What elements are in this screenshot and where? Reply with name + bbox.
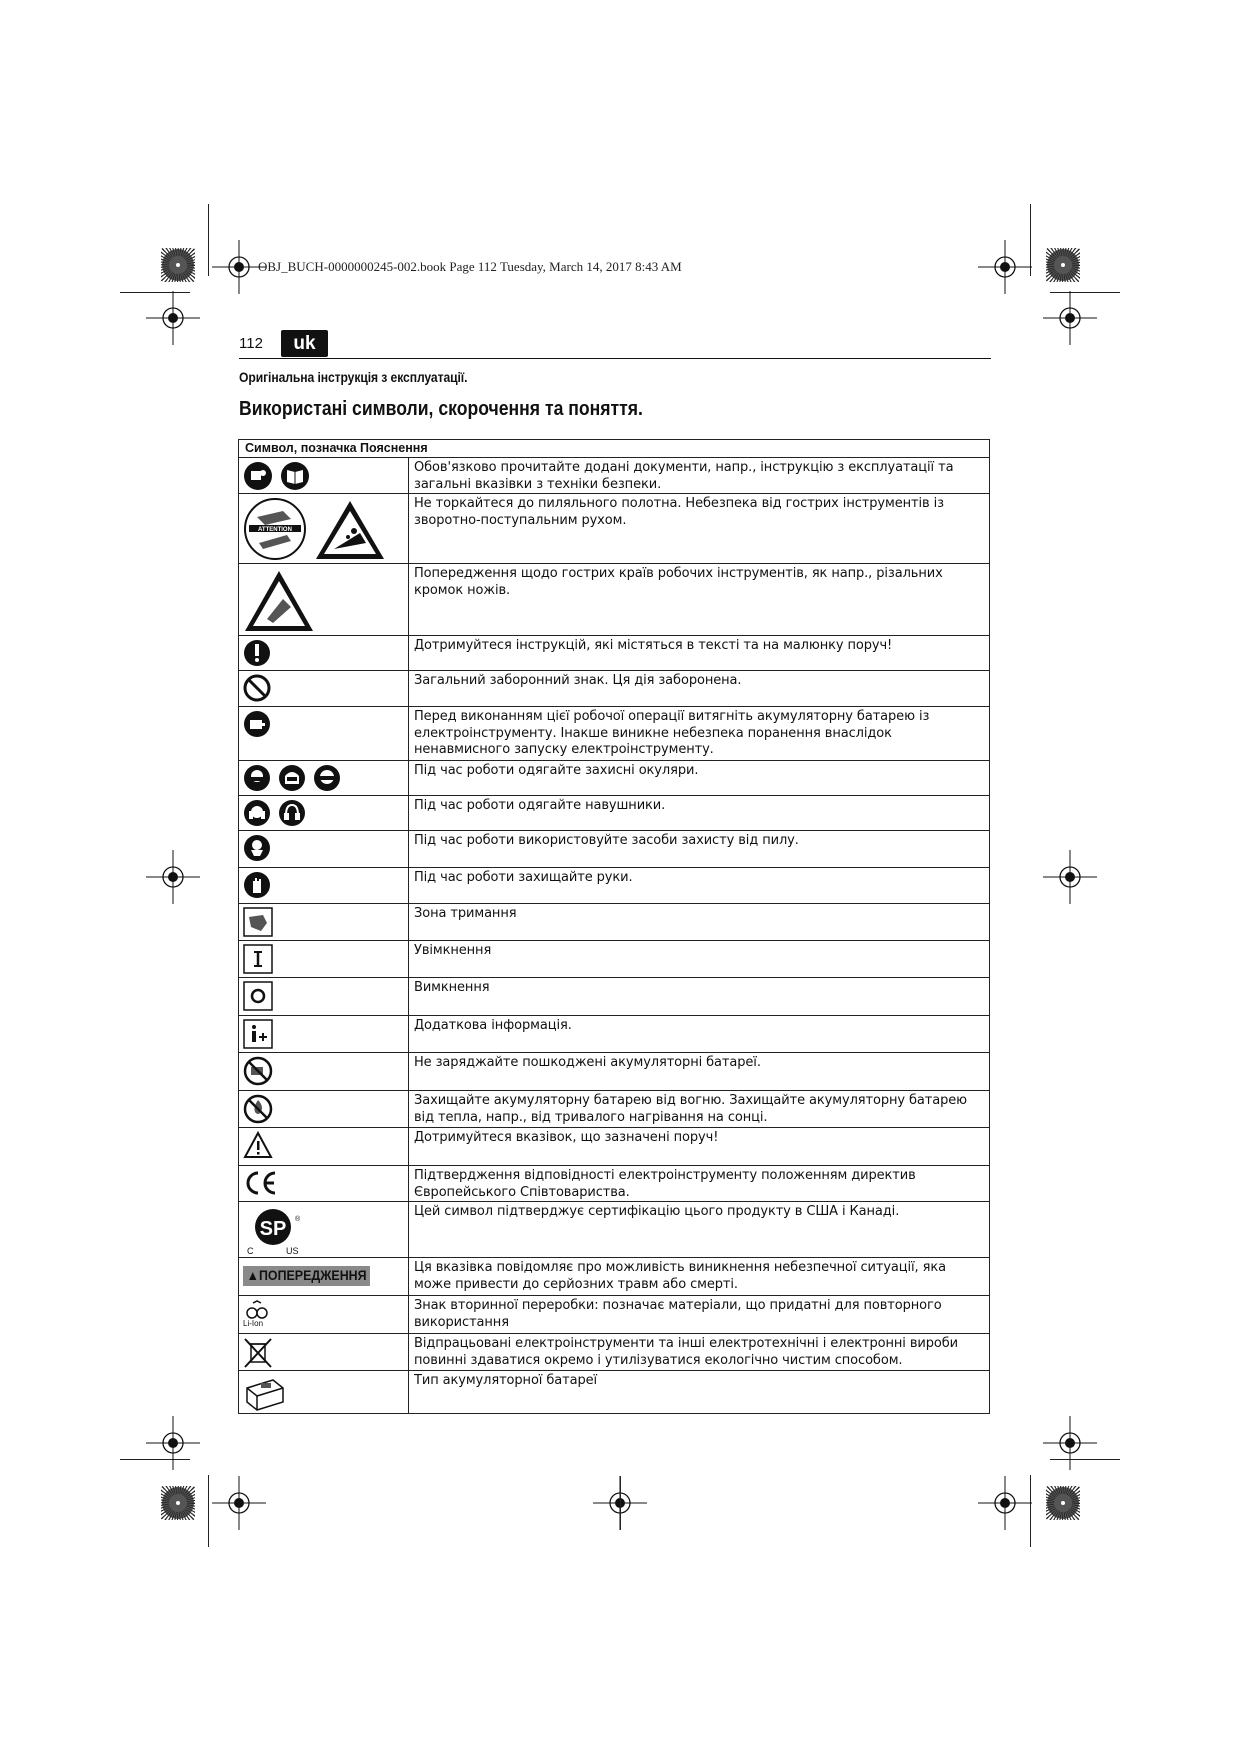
- table-row: [239, 761, 990, 796]
- symbol-cell: [239, 831, 409, 868]
- description-cell: Знак вторинної переробки: позначає матеріали, що придатні для повторного використання: [409, 1296, 990, 1334]
- description-cell: Під час роботи захищайте руки.: [409, 868, 990, 904]
- table-row: [239, 1091, 990, 1128]
- symbol-cell: [239, 1128, 409, 1166]
- face-shield-icon: [278, 764, 306, 792]
- grip-zone-icon: [243, 907, 273, 937]
- symbol-cell: [239, 671, 409, 707]
- table-row: [239, 458, 990, 494]
- prohibition-icon: [243, 674, 271, 702]
- table-row: [239, 707, 990, 761]
- description-cell: Дотримуйтеся вказівок, що зазначені поруч!: [409, 1128, 990, 1166]
- symbol-cell: [239, 796, 409, 831]
- description-cell: Зона тримання: [409, 904, 990, 941]
- symbol-cell: [239, 941, 409, 978]
- description-cell: Ця вказівка повідомляє про можливість виникнення небезпечної ситуації, яка може привести до серйозних травм або смерті.: [409, 1258, 990, 1296]
- sharp-edge-warning-icon: [243, 567, 315, 633]
- registration-mark-icon: [978, 240, 1032, 294]
- table-row: [239, 564, 990, 636]
- table-row: [239, 1258, 990, 1296]
- table-row: [239, 796, 990, 831]
- table-row: [239, 868, 990, 904]
- page-number: 112: [239, 335, 263, 352]
- symbol-cell: [239, 868, 409, 904]
- registration-mark-icon: [146, 850, 200, 904]
- description-cell: Під час роботи одягайте захисні окуляри.: [409, 761, 990, 796]
- flying-debris-warning-icon: [314, 497, 386, 561]
- table-header: Символ, позначка Пояснення: [239, 440, 990, 458]
- li-ion-label: Li-Ion: [243, 1319, 264, 1328]
- ce-mark-icon: [243, 1169, 279, 1197]
- svg-text:SP: SP: [259, 1218, 287, 1240]
- power-off-icon: [243, 981, 273, 1011]
- language-badge: uk: [281, 330, 328, 357]
- description-cell: Перед виконанням цієї робочої операції витягніть акумуляторну батарею із електроінструменту. Інакше виникне небезпека поранення внаслідок ненавмисного запуску електроінструменту.: [409, 707, 990, 761]
- symbol-cell: [239, 978, 409, 1016]
- description-cell: Відпрацьовані електроінструменти та інші електротехнічні і електронні вироби повинні здаватися окремо і утилізуватися екологічно чистим способом.: [409, 1334, 990, 1371]
- symbol-cell: [239, 564, 409, 636]
- symbol-cell: [239, 1016, 409, 1053]
- description-cell: Загальний заборонний знак. Ця дія заборонена.: [409, 671, 990, 707]
- csa-us-label: US: [286, 1246, 299, 1256]
- goggles-icon: [243, 764, 271, 792]
- dust-mask-icon: [243, 834, 271, 862]
- svg-text:ATTENTION: ATTENTION: [258, 527, 292, 533]
- print-file-info: OBJ_BUCH-0000000245-002.book Page 112 Tuesday, March 14, 2017 8:43 AM: [258, 259, 682, 274]
- color-target-icon: [161, 248, 195, 282]
- ear-protection-icon: [243, 799, 271, 827]
- table-row: [239, 1166, 990, 1202]
- document-subtitle: Оригінальна інструкція з експлуатації.: [239, 370, 468, 385]
- table-row: [239, 494, 990, 564]
- description-cell: Попередження щодо гострих країв робочих інструментів, як напр., різальних кромок ножів.: [409, 564, 990, 636]
- symbol-cell: [239, 1258, 409, 1296]
- table-row: [239, 671, 990, 707]
- description-cell: Додаткова інформація.: [409, 1016, 990, 1053]
- table-row: [239, 1334, 990, 1371]
- description-cell: Під час роботи одягайте навушники.: [409, 796, 990, 831]
- symbol-cell: [239, 494, 409, 564]
- description-cell: Підтвердження відповідності електроінструменту положенням директив Європейського Співтовариства.: [409, 1166, 990, 1202]
- registration-mark-icon: [1043, 850, 1097, 904]
- registration-mark-icon: [146, 291, 200, 345]
- gloves-icon: [243, 871, 271, 899]
- symbol-cell: [239, 1334, 409, 1371]
- warning-banner-text: ПОПЕРЕДЖЕННЯ: [258, 1268, 367, 1283]
- table-row: [239, 904, 990, 941]
- table-row: [239, 1016, 990, 1053]
- table-row: [239, 1128, 990, 1166]
- table-row: [239, 978, 990, 1016]
- no-charging-damaged-battery-icon: [243, 1056, 273, 1086]
- table-row: [239, 1202, 990, 1258]
- power-on-icon: [243, 944, 273, 974]
- description-cell: Захищайте акумуляторну батарею від вогню. Захищайте акумуляторну батарею від тепла, напр., від тривалого нагрівання на сонці.: [409, 1091, 990, 1128]
- remove-battery-icon: [243, 710, 271, 738]
- table-row: [239, 1371, 990, 1414]
- no-fire-battery-icon: [243, 1094, 273, 1124]
- description-cell: Тип акумуляторної батареї: [409, 1371, 990, 1414]
- battery-pack-icon: [243, 1374, 287, 1412]
- csa-mark-icon: [249, 1207, 301, 1247]
- description-cell: Обов'язково прочитайте додані документи, напр., інструкцію з експлуатації та загальні вказівки з техніки безпеки.: [409, 458, 990, 494]
- description-cell: Під час роботи використовуйте засоби захисту від пилу.: [409, 831, 990, 868]
- color-target-icon: [1046, 1486, 1080, 1520]
- symbol-cell: [239, 1166, 409, 1202]
- warning-banner: ▲ПОПЕРЕДЖЕННЯ: [243, 1266, 370, 1286]
- description-cell: Увімкнення: [409, 941, 990, 978]
- description-cell: Вимкнення: [409, 978, 990, 1016]
- description-cell: Дотримуйтеся інструкцій, які містяться в тексті та на малюнку поруч!: [409, 636, 990, 671]
- attention-saw-blade-icon: [243, 497, 307, 561]
- symbol-cell: [239, 1371, 409, 1414]
- symbol-cell: [239, 1053, 409, 1091]
- table-header-row: [239, 440, 990, 458]
- symbol-cell: [239, 1202, 409, 1258]
- description-cell: Цей символ підтверджує сертифікацію цього продукту в США і Канаді.: [409, 1202, 990, 1258]
- table-row: [239, 1053, 990, 1091]
- warning-triangle-icon: [243, 1131, 273, 1159]
- registration-mark-icon: [146, 1416, 200, 1470]
- registration-mark-icon: [1043, 1416, 1097, 1470]
- safety-glasses-icon: [313, 764, 341, 792]
- csa-c-label: C: [247, 1246, 254, 1256]
- symbol-cell: [239, 458, 409, 494]
- table-row: [239, 1296, 990, 1334]
- weee-bin-icon: [243, 1337, 273, 1369]
- svg-text:®: ®: [295, 1216, 301, 1223]
- color-target-icon: [1046, 248, 1080, 282]
- section-title: Використані символи, скорочення та поняття.: [239, 398, 643, 420]
- symbol-cell: [239, 707, 409, 761]
- table-row: [239, 831, 990, 868]
- read-manual-icon: [243, 461, 273, 491]
- table-row: [239, 941, 990, 978]
- color-target-icon: [161, 1486, 195, 1520]
- info-icon: [243, 1019, 273, 1049]
- recycling-li-ion-icon: [243, 1299, 271, 1321]
- description-cell: Не заряджайте пошкоджені акумуляторні батареї.: [409, 1053, 990, 1091]
- symbol-cell: [239, 904, 409, 941]
- symbol-cell: [239, 1091, 409, 1128]
- registration-mark-icon: [212, 1476, 266, 1530]
- description-cell: Не торкайтеся до пиляльного полотна. Небезпека від гострих інструментів із зворотно-поступальним рухом.: [409, 494, 990, 564]
- symbols-table: [238, 439, 990, 1414]
- ear-muffs-icon: [278, 799, 306, 827]
- registration-mark-icon: [978, 1476, 1032, 1530]
- exclamation-icon: [243, 639, 271, 667]
- symbol-cell: [239, 761, 409, 796]
- book-icon: [280, 461, 310, 491]
- header-rule: [239, 358, 991, 359]
- table-row: [239, 636, 990, 671]
- symbol-cell: [239, 636, 409, 671]
- symbol-cell: [239, 1296, 409, 1334]
- registration-mark-icon: [1043, 291, 1097, 345]
